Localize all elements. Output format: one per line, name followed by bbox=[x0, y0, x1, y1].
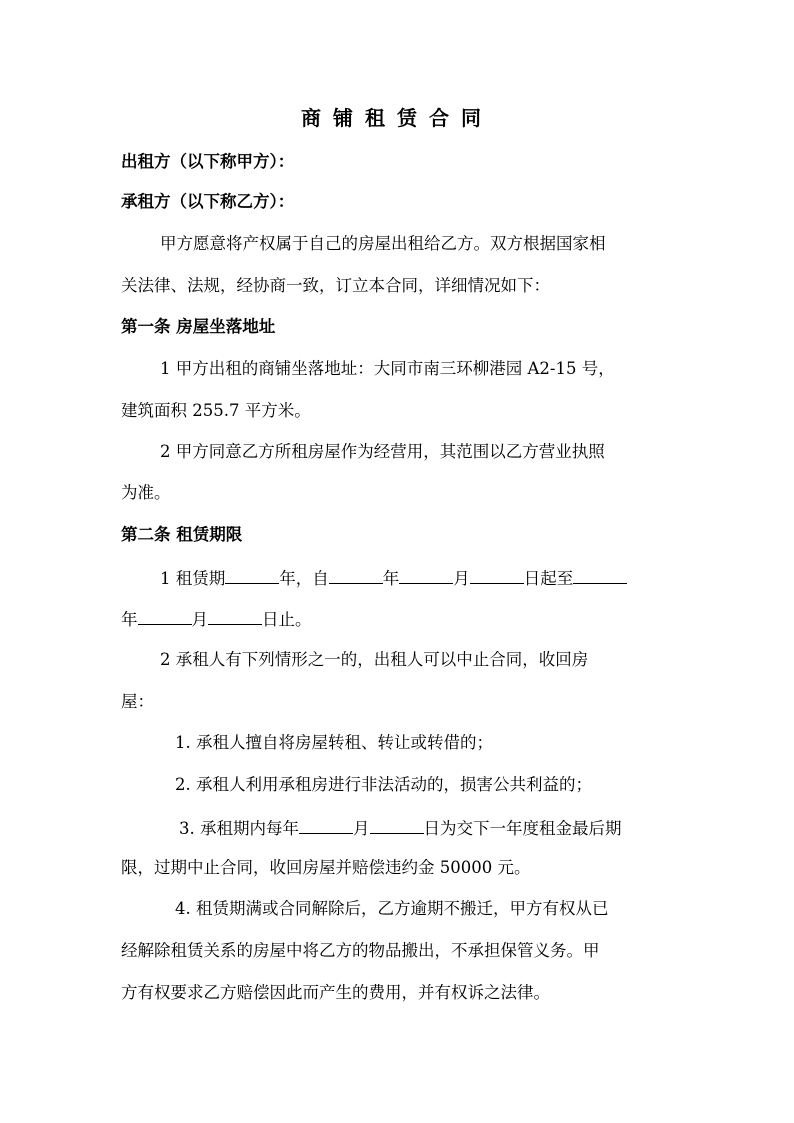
blank-end-day bbox=[208, 606, 262, 625]
lease-prefix: 1 租赁期 bbox=[160, 569, 226, 588]
lessor-label: 出租方（以下称甲方）： bbox=[121, 152, 295, 171]
blank-start-year bbox=[329, 565, 383, 584]
blank-start-month bbox=[399, 565, 453, 584]
article1-item1-line2: 建筑面积 255.7 平方米。 bbox=[121, 401, 311, 420]
document-title: 商铺租赁合同 bbox=[301, 106, 493, 130]
article2-heading: 第二条 租赁期限 bbox=[121, 525, 243, 544]
lease-period-line2 bbox=[121, 606, 312, 632]
clause-4-line2: 经解除租赁关系的房屋中将乙方的物品搬出，不承担保管义务。甲 bbox=[121, 941, 600, 960]
article1-item2-line1: 2 甲方同意乙方所租房屋作为经营用，其范围以乙方营业执照 bbox=[160, 442, 605, 461]
clause-1: 1. 承租人擅自将房屋转租、转让或转借的； bbox=[175, 733, 493, 752]
clause-3-line1 bbox=[179, 815, 622, 841]
clause-4-line1: 4. 租赁期满或合同解除后，乙方逾期不搬迁，甲方有权从已 bbox=[175, 899, 609, 918]
end-year-word: 年 bbox=[121, 610, 138, 629]
blank-deadline-month bbox=[299, 815, 353, 834]
end-month-word: 月 bbox=[191, 610, 208, 629]
clause3-month-word: 月 bbox=[353, 819, 370, 838]
intro-line-2: 关法律、法规，经协商一致，订立本合同，详细情况如下： bbox=[121, 276, 550, 295]
clause3-suffix: 日为交下一年度租金最后期 bbox=[423, 819, 622, 838]
article1-item2-line2: 为准。 bbox=[121, 483, 171, 502]
clause3-prefix: 3. 承租期内每年 bbox=[179, 819, 299, 838]
year-from-text: 年，自 bbox=[279, 569, 329, 588]
blank-end-year bbox=[573, 565, 627, 584]
lease-period-line1 bbox=[160, 565, 627, 591]
intro-line-1: 甲方愿意将产权属于自己的房屋出租给乙方。双方根据国家相 bbox=[160, 234, 606, 253]
blank-deadline-day bbox=[370, 815, 424, 834]
article2-item2-line2: 屋： bbox=[121, 692, 154, 711]
day-from-to-text: 日起至 bbox=[523, 569, 574, 588]
clause-4-line3: 方有权要求乙方赔偿因此而产生的费用，并有权诉之法律。 bbox=[121, 983, 550, 1002]
clause-3-line2: 限，过期中止合同，收回房屋并赔偿违约金 50000 元。 bbox=[121, 858, 531, 877]
article1-item1-line1: 1 甲方出租的商铺坐落地址：大同市南三环柳港园 A2-15 号， bbox=[160, 359, 615, 378]
start-month-word: 月 bbox=[453, 569, 470, 588]
day-end-text: 日止。 bbox=[262, 610, 312, 629]
blank-start-day bbox=[470, 565, 524, 584]
article2-item2-line1: 2 承租人有下列情形之一的，出租人可以中止合同，收回房 bbox=[160, 650, 589, 669]
article1-heading: 第一条 房屋坐落地址 bbox=[121, 317, 276, 336]
lessee-label: 承租方（以下称乙方）： bbox=[121, 192, 295, 211]
blank-end-month bbox=[138, 606, 192, 625]
clause-2: 2. 承租人利用承租房进行非法活动的，损害公共利益的； bbox=[175, 775, 592, 794]
blank-start-year-count bbox=[225, 565, 279, 584]
start-year-word: 年 bbox=[382, 569, 400, 588]
